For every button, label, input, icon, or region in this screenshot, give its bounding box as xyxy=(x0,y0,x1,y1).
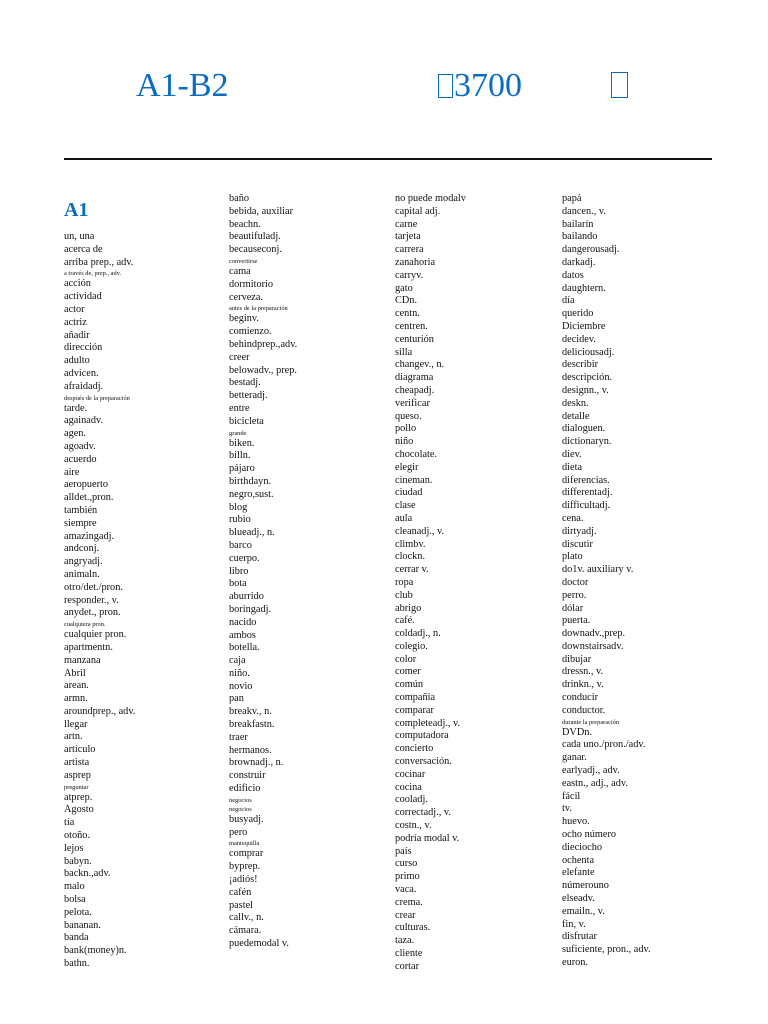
word-entry: pue⁠demodal v. xyxy=(229,938,289,950)
word-entry: creer xyxy=(229,351,250,363)
word-entry: euron. xyxy=(562,957,589,969)
word-entry: changev., n. xyxy=(395,359,445,371)
word-entry: cineman. xyxy=(395,474,433,486)
word-entry: aula xyxy=(395,512,413,524)
word-entry: preguntar xyxy=(64,783,89,791)
word-entry: ocho número xyxy=(562,829,617,841)
word-entry: clockn. xyxy=(395,551,426,563)
word-entry: grande xyxy=(229,429,247,437)
word-entry: bailando xyxy=(562,231,598,243)
word-entry: detalle xyxy=(562,410,590,422)
word-entry: differentadj. xyxy=(562,487,613,499)
word-entry: amazingadj. xyxy=(64,530,115,542)
word-entry: colegio. xyxy=(395,640,428,652)
word-entry: bestadj. xyxy=(229,377,261,389)
word-entry: biken. xyxy=(229,437,255,449)
word-entry: club xyxy=(395,589,413,601)
word-entry: rubio xyxy=(229,514,251,526)
word-entry: tarjeta xyxy=(395,231,421,243)
word-entry: curso xyxy=(395,858,418,870)
word-entry: vaca. xyxy=(395,884,417,896)
word-entry: baño xyxy=(229,193,250,204)
word-entry: coldadj., n. xyxy=(395,628,441,640)
word-entry: bota xyxy=(229,578,247,590)
word-entry: behindprep.,adv. xyxy=(229,338,298,350)
word-entry: país xyxy=(395,845,412,857)
word-entry: blueadj., n. xyxy=(229,527,275,539)
word-entry: dieciocho xyxy=(562,841,603,853)
word-entry: diferencias. xyxy=(562,474,610,486)
word-entry: eastn., adj., adv. xyxy=(562,777,628,789)
word-entry: aire xyxy=(64,466,80,478)
word-entry: earlyadj., adv. xyxy=(562,765,620,777)
word-entry: artículo xyxy=(64,744,96,756)
word-entry: zanahoria xyxy=(395,256,436,268)
word-entry: actriz xyxy=(64,316,87,328)
word-column-1 xyxy=(64,193,224,971)
word-entry: añadir xyxy=(64,329,90,341)
word-entry: cliente xyxy=(395,948,423,960)
word-entry: puerta. xyxy=(562,615,591,627)
word-entry: libro xyxy=(229,565,249,577)
word-entry: centn. xyxy=(395,308,420,320)
word-entry: un, una xyxy=(64,231,95,242)
word-entry: construir xyxy=(229,770,266,782)
word-entry: datos xyxy=(562,269,584,281)
word-entry: dibujar xyxy=(562,653,592,665)
word-entry: billn. xyxy=(229,450,251,462)
word-entry: llegar xyxy=(64,718,88,730)
header-divider xyxy=(64,158,712,160)
word-entry: diev. xyxy=(562,448,582,460)
word-entry: responder., v. xyxy=(64,594,119,606)
word-entry: negocios xyxy=(229,805,252,813)
word-entry: climbv. xyxy=(395,538,426,550)
word-entry: lejos xyxy=(64,842,84,854)
word-entry: dirección xyxy=(64,342,103,354)
word-entry: artista xyxy=(64,757,90,769)
word-entry: becauseconj. xyxy=(229,244,282,256)
word-entry: callv., n. xyxy=(229,912,264,924)
word-entry: nacido xyxy=(229,616,257,628)
word-entry: Abril xyxy=(64,667,86,679)
word-entry: silla xyxy=(395,346,413,358)
word-entry: comer xyxy=(395,666,421,678)
word-entry: cerveza. xyxy=(229,291,264,303)
word-entry: costn., v. xyxy=(395,820,432,832)
word-entry: taza. xyxy=(395,935,415,947)
missing-glyph-icon xyxy=(611,72,628,98)
word-entry: siempre xyxy=(64,517,97,529)
word-entry: breakv., n. xyxy=(229,706,272,718)
word-entry: blog xyxy=(229,501,248,513)
word-entry: aeropuerto xyxy=(64,479,109,491)
word-entry: cocinar xyxy=(395,768,426,780)
word-entry: común xyxy=(395,679,424,691)
word-entry: bank(money)n. xyxy=(64,945,127,957)
word-entry: ganar. xyxy=(562,752,587,764)
word-entry: día xyxy=(562,295,575,307)
word-entry: alldet.,pron. xyxy=(64,492,114,504)
word-entry: beautifuladj. xyxy=(229,231,281,243)
word-entry: andconj. xyxy=(64,543,100,555)
word-entry: dormitorio xyxy=(229,278,274,290)
word-entry: elegir xyxy=(395,461,419,473)
word-entry: capital adj. xyxy=(395,205,441,217)
word-entry: busyadj. xyxy=(229,813,264,825)
word-entry: diagrama xyxy=(395,372,434,384)
word-entry: negocios xyxy=(229,796,252,804)
word-entry: café. xyxy=(395,615,415,627)
word-entry: edificio xyxy=(229,783,261,795)
word-entry: cheapadj. xyxy=(395,384,435,396)
word-entry: dirtyadj. xyxy=(562,525,597,537)
word-entry: después de la preparación xyxy=(64,394,130,402)
word-entry: DVDn. xyxy=(562,726,593,738)
word-entry: pelota. xyxy=(64,906,92,918)
word-column-4 xyxy=(562,193,722,970)
word-entry: ochenta xyxy=(562,854,595,866)
word-entry: clase xyxy=(395,500,416,512)
word-entry: cena. xyxy=(562,512,584,524)
word-entry: Diciembre xyxy=(562,320,606,332)
word-entry: downstairsadv. xyxy=(562,640,624,652)
word-entry: descripción. xyxy=(562,372,613,384)
word-entry: pollo xyxy=(395,423,417,435)
title-end-glyph xyxy=(611,66,629,106)
word-entry: elseadv. xyxy=(562,893,595,905)
word-count: 3700 xyxy=(454,67,522,104)
word-entry: discutir xyxy=(562,538,593,550)
word-entry: otoño. xyxy=(64,830,91,842)
word-entry: darkadj. xyxy=(562,256,596,268)
word-entry: cleanadj., v. xyxy=(395,525,445,537)
word-entry: Agosto xyxy=(64,804,94,816)
word-entry: deskn. xyxy=(562,397,589,409)
word-entry: bicicleta xyxy=(229,415,264,427)
word-entry: betteradj. xyxy=(229,390,268,402)
word-entry: númerouno xyxy=(562,880,609,892)
word-entry: suficiente, pron., adv. xyxy=(562,944,651,956)
word-entry: convertirse xyxy=(229,257,258,265)
word-entry: bananan. xyxy=(64,919,101,931)
word-entry: niño. xyxy=(229,667,250,679)
word-entry: culturas. xyxy=(395,922,431,934)
word-entry: manzana xyxy=(64,654,101,666)
word-entry: agoadv. xyxy=(64,440,96,452)
word-entry: agen. xyxy=(64,428,87,440)
word-entry: dangerousadj. xyxy=(562,244,620,256)
word-entry: aburrido xyxy=(229,591,264,603)
word-entry: beginv. xyxy=(229,313,259,325)
word-entry: armn. xyxy=(64,693,88,705)
word-entry: advicen. xyxy=(64,367,99,379)
word-entry: cuerpo. xyxy=(229,552,260,564)
word-entry: carne xyxy=(395,218,418,230)
word-entry: difficultadj. xyxy=(562,500,611,512)
word-entry: drinkn., v. xyxy=(562,679,604,691)
word-entry: dancen., v. xyxy=(562,205,606,217)
word-entry: correctadj., v. xyxy=(395,807,451,819)
word-entry: a través de, prep., adv. xyxy=(64,270,122,278)
word-entry: concierto xyxy=(395,743,434,755)
word-entry: bolsa xyxy=(64,894,86,906)
word-entry: malo xyxy=(64,881,85,893)
word-entry: bailarín xyxy=(562,218,594,230)
word-entry: decidev. xyxy=(562,333,596,345)
word-entry: dressn., v. xyxy=(562,666,604,678)
word-entry: centren. xyxy=(395,320,428,332)
word-entry: novio xyxy=(229,680,253,692)
word-entry: niño xyxy=(395,436,414,448)
word-entry: dialoguen. xyxy=(562,423,606,435)
word-entry: bebida, auxiliar xyxy=(229,205,294,217)
word-entry: angryadj. xyxy=(64,556,103,568)
word-entry: pan xyxy=(229,693,244,705)
word-entry: cualquier pron. xyxy=(64,629,127,641)
word-entry: emailn., v. xyxy=(562,905,605,917)
word-entry: mantequilla xyxy=(229,840,260,848)
word-entry: antes de la preparación xyxy=(229,305,288,313)
word-entry: pastel xyxy=(229,899,254,911)
word-entry: ¡adiós! xyxy=(229,874,258,886)
word-entry: hermanos. xyxy=(229,744,272,756)
word-entry: podría modal v. xyxy=(395,832,460,844)
word-entry: negro,sust. xyxy=(229,488,274,500)
word-entry: birthdayn. xyxy=(229,475,272,487)
word-entry: papá xyxy=(562,193,582,204)
word-entry: computadora xyxy=(395,730,449,742)
word-entry: animaln. xyxy=(64,568,100,580)
word-entry: color xyxy=(395,653,417,665)
missing-glyph-icon xyxy=(438,74,453,98)
word-entry: huevo. xyxy=(562,816,590,828)
word-entry: cortar xyxy=(395,960,420,972)
word-entry: breakfastn. xyxy=(229,719,275,731)
word-entry: conductor. xyxy=(562,704,606,716)
word-entry: acción xyxy=(64,278,91,290)
word-entry: perro. xyxy=(562,589,587,601)
word-entry: downadv.,prep. xyxy=(562,628,626,640)
word-entry: adulto xyxy=(64,355,90,367)
word-entry: daughtern. xyxy=(562,282,606,294)
word-entry: againadv. xyxy=(64,415,104,427)
word-entry: barco xyxy=(229,539,252,551)
word-entry: no puede modalv xyxy=(395,193,466,204)
word-entry: arean. xyxy=(64,680,89,692)
word-entry: doctor xyxy=(562,576,589,588)
word-entry: arriba prep., adv. xyxy=(64,256,134,268)
word-entry: comienzo. xyxy=(229,326,272,338)
word-entry: elefante xyxy=(562,867,595,879)
word-entry: afraidadj. xyxy=(64,380,104,392)
word-entry: asprep xyxy=(64,769,91,781)
word-entry: actor xyxy=(64,303,85,315)
word-entry: acerca de xyxy=(64,243,103,255)
word-entry: babyn. xyxy=(64,855,92,867)
page-title-level: A1-B2 xyxy=(136,67,229,104)
word-entry: conversación. xyxy=(395,756,452,768)
word-entry: queso. xyxy=(395,410,422,422)
word-entry: caja xyxy=(229,655,246,667)
word-entry: ambos xyxy=(229,629,256,641)
word-entry: ropa xyxy=(395,576,414,588)
word-entry: tarde. xyxy=(64,402,88,414)
section-heading-a1: A1 xyxy=(64,199,89,221)
word-entry: CDn. xyxy=(395,295,418,307)
word-entry: artn. xyxy=(64,731,83,743)
word-entry: do1v. auxiliary v. xyxy=(562,564,634,576)
word-entry: disfrutar xyxy=(562,931,597,943)
word-entry: carrera xyxy=(395,244,424,256)
word-entry: plato xyxy=(562,551,583,563)
word-entry: crear xyxy=(395,909,416,921)
word-entry: cada uno./pron./adv. xyxy=(562,739,646,751)
word-entry: entre xyxy=(229,402,250,414)
word-entry: querido xyxy=(562,308,594,320)
word-entry: dólar xyxy=(562,602,584,614)
word-entry: brownadj., n. xyxy=(229,757,284,769)
word-entry: atprep. xyxy=(64,791,93,803)
word-entry: fácil xyxy=(562,790,581,802)
word-entry: dictionaryn. xyxy=(562,436,612,448)
word-entry: apartmentn. xyxy=(64,641,113,653)
word-entry: botella. xyxy=(229,642,260,654)
word-entry: cafén xyxy=(229,886,252,898)
word-entry: cámara. xyxy=(229,925,262,937)
word-entry: byprep. xyxy=(229,861,261,873)
word-entry: centurión xyxy=(395,333,434,345)
word-entry: pero xyxy=(229,826,248,838)
word-entry: boringadj. xyxy=(229,603,272,615)
word-entry: comparar xyxy=(395,704,434,716)
word-entry: cooladj. xyxy=(395,794,428,806)
word-entry: acuerdo xyxy=(64,453,97,465)
word-entry: primo xyxy=(395,871,420,883)
word-entry: cerrar v. xyxy=(395,564,429,576)
word-entry: pájaro xyxy=(229,463,255,475)
word-entry: chocolate. xyxy=(395,448,438,460)
word-entry: actividad xyxy=(64,291,102,303)
word-entry: verificar xyxy=(395,397,430,409)
word-entry: crema. xyxy=(395,896,423,908)
word-entry: cocina xyxy=(395,781,422,793)
word-entry: describir xyxy=(562,359,599,371)
word-entry: durante la preparación xyxy=(562,718,620,726)
word-entry: tv. xyxy=(562,803,572,815)
word-entry: designn., v. xyxy=(562,384,609,396)
word-entry: backn.,adv. xyxy=(64,868,111,880)
word-entry: gato xyxy=(395,282,413,294)
word-entry: conducir xyxy=(562,692,599,704)
word-entry: beachn. xyxy=(229,218,261,230)
word-entry: abrigo xyxy=(395,602,422,614)
word-entry: compañía xyxy=(395,692,436,704)
word-entry: carryv. xyxy=(395,269,424,281)
word-entry: aroundprep., adv. xyxy=(64,705,136,717)
word-entry: completeadj., v. xyxy=(395,717,461,729)
page-title-count xyxy=(438,66,522,106)
word-entry: fin, v. xyxy=(562,918,586,930)
word-column-3 xyxy=(395,193,555,974)
word-entry: traer xyxy=(229,731,248,743)
word-entry: otro/det./pron. xyxy=(64,581,123,593)
word-column-2 xyxy=(229,193,389,951)
word-entry: belowadv., prep. xyxy=(229,364,297,376)
word-entry: banda xyxy=(64,932,89,944)
word-entry: anydet., pron. xyxy=(64,607,121,619)
word-entry: cama xyxy=(229,265,251,277)
word-entry: deliciousadj. xyxy=(562,346,615,358)
word-entry: tía xyxy=(64,817,75,829)
word-entry: bathn. xyxy=(64,958,90,970)
word-entry: también xyxy=(64,504,98,516)
word-entry: dieta xyxy=(562,461,583,473)
word-entry: ciudad xyxy=(395,487,423,499)
word-entry: cualquiera pron. xyxy=(64,621,106,629)
word-entry: comprar xyxy=(229,848,264,860)
